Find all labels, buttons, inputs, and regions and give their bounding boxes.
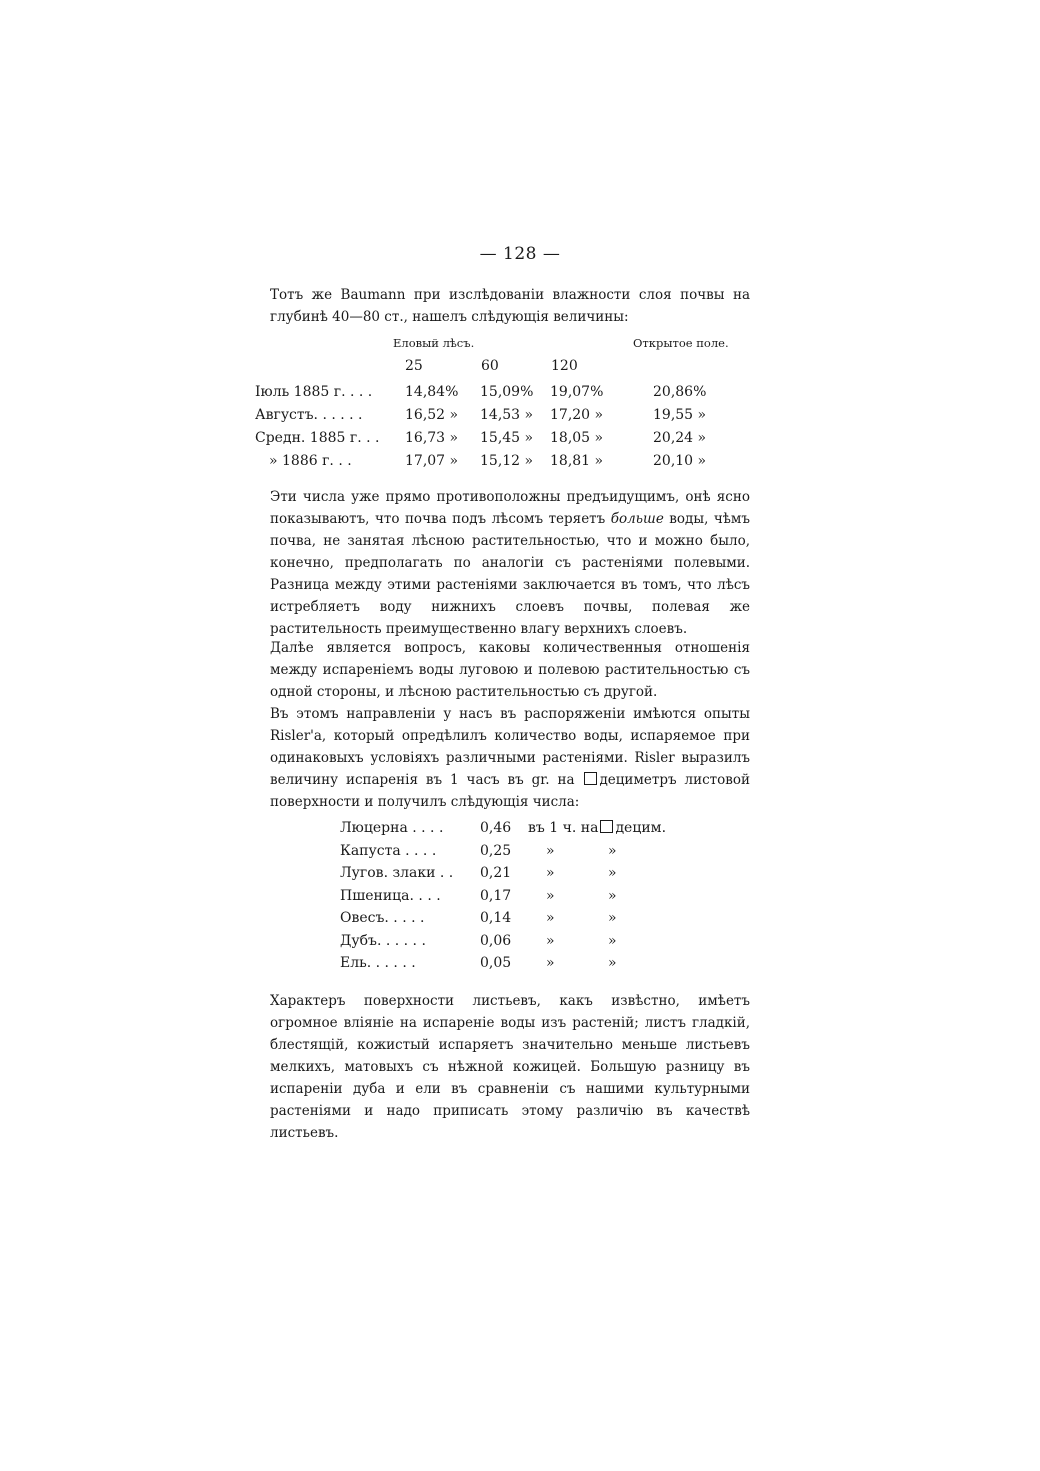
plant-name: Лугов. злаки . . <box>340 865 454 881</box>
depth-25-header: 25 <box>405 358 423 374</box>
plant-name: Капуста . . . . <box>340 842 437 859</box>
value-25: 14,84% <box>405 384 459 400</box>
table-row <box>340 820 700 843</box>
value-60: 15,09% <box>480 384 534 400</box>
table-header-row <box>255 336 745 358</box>
plant-name: Люцерна . . . . <box>340 820 444 836</box>
ditto-mark: » <box>608 865 617 881</box>
paragraph-5 <box>270 990 750 1144</box>
evaporation-value: 0,46 <box>480 820 512 836</box>
square-symbol-icon <box>600 820 613 833</box>
unit-label <box>528 820 666 836</box>
value-120: 17,20 » <box>550 407 604 423</box>
field-column-header: Открытое поле. <box>633 336 729 350</box>
value-field: 20,24 » <box>653 430 707 446</box>
ditto-mark: » <box>608 955 617 971</box>
ditto-mark: » <box>546 887 555 904</box>
plant-name: Ель. . . . . . <box>340 955 416 971</box>
paragraph-2-text <box>270 486 750 640</box>
value-120: 19,07% <box>550 384 604 400</box>
paragraph-3-text: Далѣе является вопросъ, каковы количественныя отношенія между испареніемъ воды луговою и полевою растительностью съ одной стороны, и лѣсною растительностью съ другой. <box>270 640 750 700</box>
value-field: 20,86% <box>653 384 707 400</box>
depth-60-header: 60 <box>481 358 499 374</box>
ditto-mark: » <box>546 932 555 949</box>
paragraph-2-part1: Эти числа уже прямо противоположны предъидущимъ, онѣ ясно показываютъ, что почва подъ лѣсомъ теряетъ <box>270 489 750 527</box>
ditto-mark: » <box>546 910 555 926</box>
value-60: 14,53 » <box>480 407 534 423</box>
plant-name: Пшеница. . . . <box>340 887 441 904</box>
ditto-mark: » <box>608 842 617 859</box>
evaporation-value: 0,17 <box>480 887 512 904</box>
unit-prefix: въ 1 ч. на <box>528 820 599 836</box>
value-25: 16,73 » <box>405 430 459 446</box>
table-row <box>340 910 700 933</box>
paragraph-4-text <box>270 703 750 813</box>
table-row <box>340 955 700 978</box>
forest-column-header: Еловый лѣсъ. <box>393 336 475 350</box>
ditto-mark: » <box>546 955 555 971</box>
table-row <box>255 430 745 453</box>
page-number: — 128 — <box>479 244 561 264</box>
ditto-mark: » <box>608 887 617 904</box>
paragraph-4-part2: дециметръ листовой поверхности и получилъ слѣдующія числа: <box>270 772 750 810</box>
value-25: 17,07 » <box>405 453 459 469</box>
table-row <box>340 865 700 888</box>
table-row <box>255 384 745 407</box>
plant-name: Дубъ. . . . . . <box>340 932 426 949</box>
row-label: Средн. 1885 г. . . <box>255 430 380 446</box>
intro-paragraph <box>270 284 750 328</box>
row-label: » 1886 г. . . <box>269 453 352 469</box>
intro-text: Тотъ же Baumann при изслѣдованіи влажности слоя почвы на глубинѣ 40—80 ст., нашелъ слѣдующія величины: <box>270 287 750 325</box>
ditto-mark: » <box>546 865 555 881</box>
paragraph-4-part1: Въ этомъ направленіи у насъ въ распоряженіи имѣются опыты Risler'а, который опредѣлилъ количество воды, испаряемое при одинаковыхъ условіяхъ различными растеніями. Risler выразилъ величину испаренія въ 1 часъ въ gr. на <box>270 706 750 788</box>
evaporation-table <box>340 820 700 978</box>
ditto-mark: » <box>608 932 617 949</box>
table-row <box>340 933 700 956</box>
value-field: 19,55 » <box>653 407 707 423</box>
value-60: 15,45 » <box>480 430 534 446</box>
ditto-mark: » <box>546 842 555 859</box>
depth-120-header: 120 <box>551 358 578 374</box>
plant-name: Овесъ. . . . . <box>340 910 425 926</box>
value-120: 18,05 » <box>550 430 604 446</box>
evaporation-value: 0,21 <box>480 865 512 881</box>
unit-suffix: децим. <box>615 820 667 836</box>
evaporation-value: 0,14 <box>480 910 512 926</box>
table-row <box>340 888 700 911</box>
evaporation-value: 0,05 <box>480 955 512 971</box>
square-symbol-icon <box>584 772 597 785</box>
value-120: 18,81 » <box>550 453 604 469</box>
evaporation-value: 0,25 <box>480 842 512 859</box>
value-field: 20,10 » <box>653 453 707 469</box>
row-label: Августъ. . . . . . <box>255 407 363 423</box>
paragraph-5-text: Характеръ поверхности листьевъ, какъ извѣстно, имѣетъ огромное вліяніе на испареніе воды изъ растеній; листъ гладкій, блестящій, кожистый испаряетъ значительно меньше листьевъ мелкихъ, матовыхъ съ нѣжной кожицей. Большую разницу въ испареніи дуба и ели въ сравненіи съ нашими культурными растеніями и надо приписать этому различію въ качествѣ листьевъ. <box>270 993 750 1141</box>
paragraph-2 <box>270 486 750 640</box>
paragraph-3 <box>270 637 750 703</box>
ditto-mark: » <box>608 910 617 926</box>
table-row <box>255 453 745 476</box>
paragraph-2-part2: воды, чѣмъ почва, не занятая лѣсною растительностью, что и можно было, конечно, предполагать по аналогіи съ растеніями полевыми. Разница между этими растеніями заключается въ томъ, что лѣсъ истребляетъ воду нижнихъ слоевъ почвы, полевая же растительность преимущественно влагу верхнихъ слоевъ. <box>270 511 750 637</box>
soil-moisture-table <box>255 336 745 476</box>
value-60: 15,12 » <box>480 453 534 469</box>
evaporation-value: 0,06 <box>480 932 512 949</box>
row-label: Іюль 1885 г. . . . <box>255 384 373 400</box>
table-row <box>340 843 700 866</box>
depth-header-row <box>255 358 745 384</box>
table-row <box>255 407 745 430</box>
paragraph-4 <box>270 703 750 813</box>
paragraph-2-emphasis: больше <box>610 511 664 527</box>
value-25: 16,52 » <box>405 407 459 423</box>
